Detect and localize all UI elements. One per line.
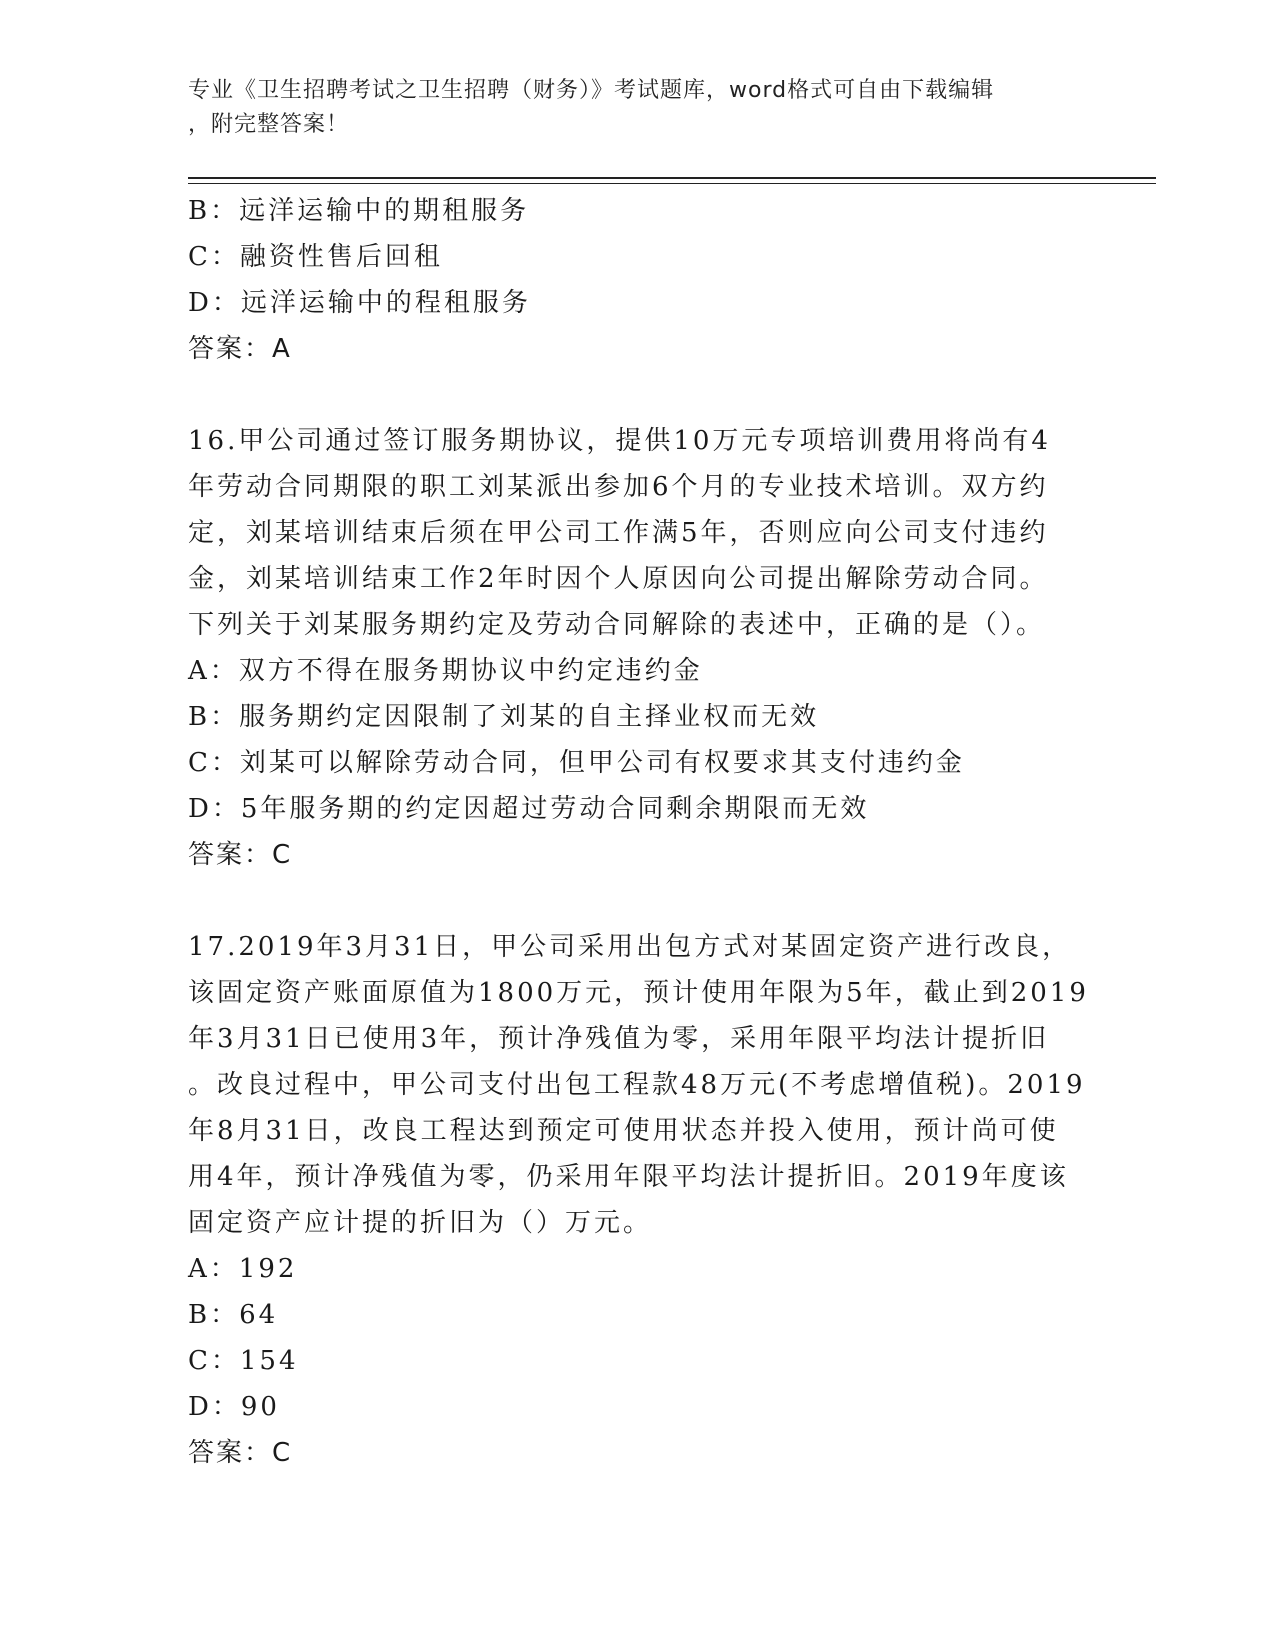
- stem-line: 。改良过程中，甲公司支付出包工程款48万元(不考虑增值税)。2019: [188, 1070, 1086, 1100]
- stem-line: 下列关于刘某服务期约定及劳动合同解除的表述中，正确的是（）。: [188, 610, 1046, 640]
- question-17: [188, 924, 1088, 1476]
- spacer: [188, 878, 1088, 924]
- stem-line: 定，刘某培训结束后须在甲公司工作满5年，否则应向公司支付违约: [188, 518, 1049, 548]
- spacer: [188, 372, 1088, 418]
- option-c: C：刘某可以解除劳动合同，但甲公司有权要求其支付违约金: [188, 748, 965, 778]
- option-b: B：64: [188, 1300, 279, 1330]
- stem-line: 16.甲公司通过签订服务期协议，提供10万元专项培训费用将尚有4: [188, 426, 1051, 456]
- stem-line: 年劳动合同期限的职工刘某派出参加6个月的专业技术培训。双方约: [188, 472, 1049, 502]
- page-header: [188, 74, 1068, 142]
- prev-question: [188, 188, 1088, 372]
- stem-line: 年8月31日，改良工程达到预定可使用状态并投入使用，预计尚可使: [188, 1116, 1059, 1146]
- option-c: C：融资性售后回租: [188, 242, 443, 272]
- question-stem: [188, 418, 1088, 648]
- option-a: A：192: [188, 1254, 298, 1284]
- option-c: C：154: [188, 1346, 299, 1376]
- option-d: D：5年服务期的约定因超过劳动合同剩余期限而无效: [188, 794, 870, 824]
- header-line-2: ，附完整答案！: [188, 112, 350, 137]
- stem-line: 17.2019年3月31日，甲公司采用出包方式对某固定资产进行改良，: [188, 932, 1072, 962]
- stem-line: 该固定资产账面原值为1800万元，预计使用年限为5年，截止到2019: [188, 978, 1089, 1008]
- header-divider-thin: [188, 183, 1156, 184]
- option-b: B：服务期约定因限制了刘某的自主择业权而无效: [188, 702, 820, 732]
- answer-line: 答案：C: [188, 1438, 293, 1468]
- option-d: D：90: [188, 1392, 280, 1422]
- stem-line: 用4年，预计净残值为零，仍采用年限平均法计提折旧。2019年度该: [188, 1162, 1069, 1192]
- answer-line: 答案：A: [188, 334, 292, 364]
- question-content: [188, 188, 1088, 1476]
- header-line-1: 专业《卫生招聘考试之卫生招聘（财务）》考试题库，word格式可自由下载编辑: [188, 78, 995, 103]
- option-a: A：双方不得在服务期协议中约定违约金: [188, 656, 703, 686]
- question-stem: [188, 924, 1088, 1246]
- option-b: B：远洋运输中的期租服务: [188, 196, 530, 226]
- stem-line: 金，刘某培训结束工作2年时因个人原因向公司提出解除劳动合同。: [188, 564, 1049, 594]
- stem-line: 固定资产应计提的折旧为（）万元。: [188, 1208, 653, 1238]
- option-d: D：远洋运输中的程租服务: [188, 288, 531, 318]
- question-16: [188, 418, 1088, 878]
- stem-line: 年3月31日已使用3年，预计净残值为零，采用年限平均法计提折旧: [188, 1024, 1050, 1054]
- header-divider-thick: [188, 177, 1156, 179]
- answer-line: 答案：C: [188, 840, 293, 870]
